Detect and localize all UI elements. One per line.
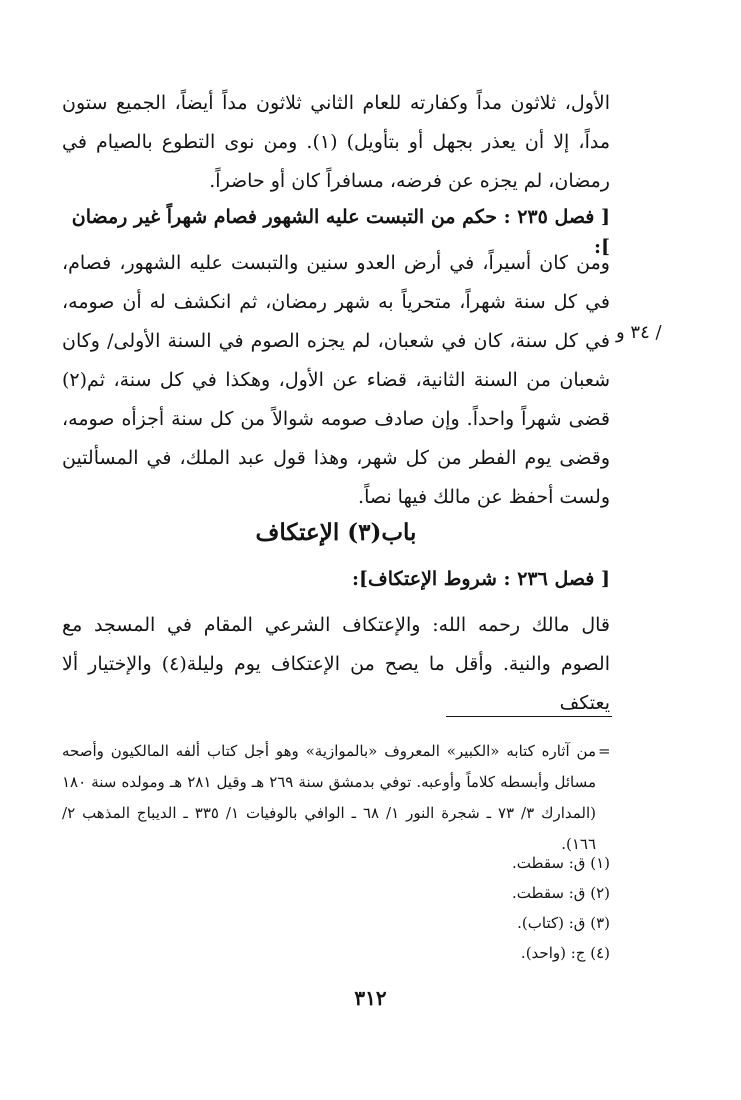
footnote-2: (٢) ق: سقطت. bbox=[512, 884, 610, 902]
footnote-continuation: من آثاره كتابه «الكبير» المعروف «بالموازية» وهو أجل كتاب ألفه المالكيون وأصحه مسائل وأبسطه كلاماً وأوعبه. توفي بدمشق سنة ٢٦٩ هـ وقيل ٢٨١ هـ ومولده سنة ١٨٠ (المدارك ٣/ ٧٣ ـ شجرة النور ١/ ٦٨ ـ الوافي بالوفيات ١/ ٣٣٥ ـ الديباج المذهب ٢/ ١٦٦). bbox=[62, 742, 596, 853]
manuscript-folio-marker: / ٣٤ و bbox=[616, 322, 662, 343]
footnote-4: (٤) ج: (واحد). bbox=[520, 944, 610, 962]
footnote-continuation-mark: = bbox=[598, 742, 611, 760]
footnote-list bbox=[62, 848, 610, 968]
paragraph-fast-expiation: الأول، ثلاثون مداً وكفارته للعام الثاني ثلاثون مداً أيضاً، الجميع ستون مداً، إلا أن يعذر بجهل أو بتأويل) (١). ومن نوى التطوع بالصيام في رمضان، لم يجزه عن فرضه، مسافراً كان أو حاضراً. bbox=[62, 92, 610, 192]
section-heading-235: [ فصل ٢٣٥ : حكم من التبست عليه الشهور فصام شهراً غير رمضان ]: bbox=[71, 206, 610, 258]
footnote-3: (٣) ق: (كتاب). bbox=[517, 914, 610, 932]
paragraph-itikaf-conditions: قال مالك رحمه الله: والإعتكاف الشرعي المقام في المسجد مع الصوم والنية. وأقل ما يصح من الإعتكاف يوم وليلة(٤) والإختيار ألا يعتكف bbox=[62, 614, 610, 714]
chapter-title: باب(٣) الإعتكاف bbox=[255, 519, 417, 546]
section-heading-236: [ فصل ٢٣٦ : شروط الإعتكاف]: bbox=[352, 568, 610, 590]
footnote-separator bbox=[446, 716, 612, 717]
page-number: ٣١٢ bbox=[354, 986, 387, 1010]
footnote-1: (١) ق: سقطت. bbox=[512, 854, 610, 872]
paragraph-captive-fasting: ومن كان أسيراً، في أرض العدو سنين والتبست عليه الشهور، فصام، في كل سنة شهراً، متحرياً به شهر رمضان، ثم انكشف له أن صومه، في كل سنة، كان في شعبان، لم يجزه الصوم في السنة الأولى/ وكان شعبان من السنة الثانية، قضاء عن الأول، وهكذا في كل سنة، ثم(٢) قضى شهراً واحداً. وإن صادف صومه شوالاً من كل سنة أجزأه صومه، وقضى يوم الفطر من كل شهر، وهذا قول عبد الملك، في المسألتين ولست أحفظ عن مالك فيها نصاً. bbox=[62, 252, 610, 508]
